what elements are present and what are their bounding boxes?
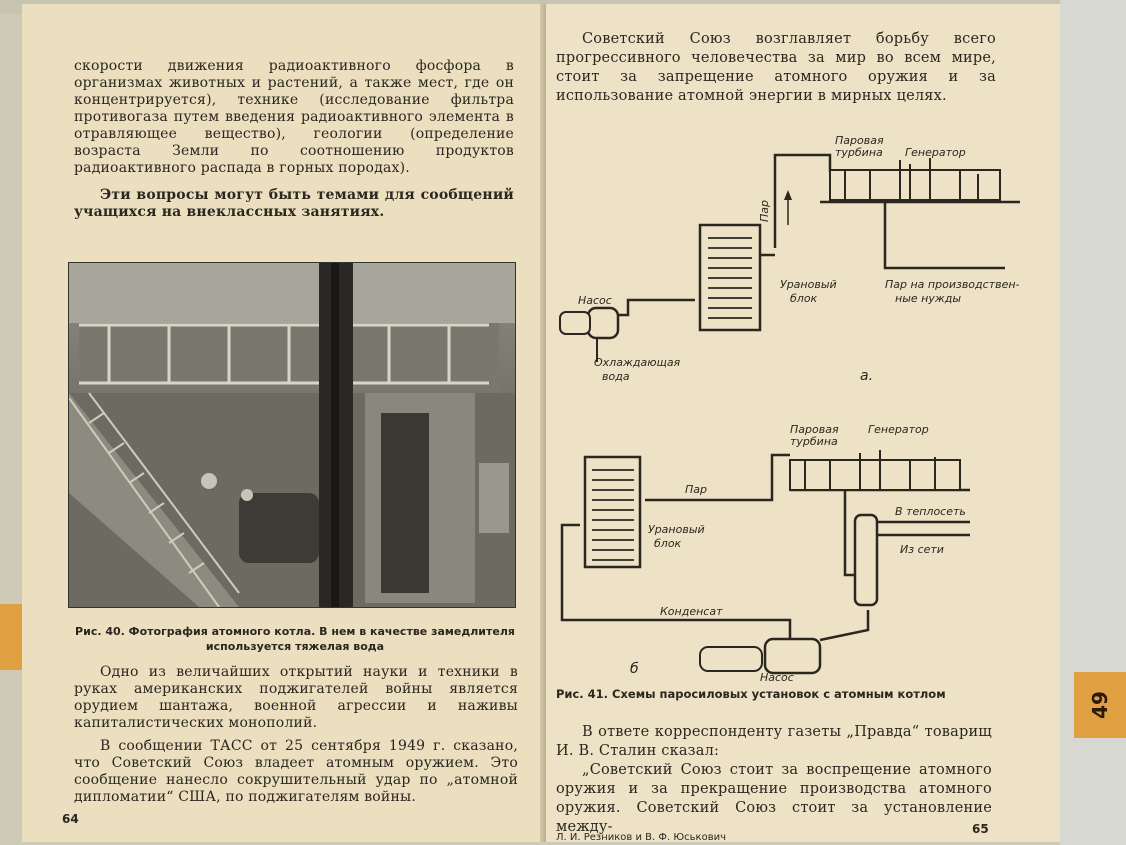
diagram-b-from-network-label: Из сети [900,543,944,556]
diagram-a-turbine-label-2: турбина [835,146,883,159]
diagram-b-uranium-label: Урановый [648,523,705,536]
diagram-a-turbine-label: Паровая [835,134,884,147]
diagram-a-pump-label: Насос [578,294,612,307]
figure-40-caption: Рис. 40. Фотография атомного котла. В нем в качестве замедлителя используется тяжелая вода [75,625,515,653]
diagram-a-industrial-label-2: ные нужды [895,292,962,305]
diagram-a-uranium-label: Урановый [780,278,837,291]
right-bottom-text [556,723,992,837]
diagram-b-condensate-label: Конденсат [660,605,723,618]
right-footer-partial: Л. И. Резников и В. Ф. Юськович [556,832,726,843]
diagram-a-cooling-label-2: вода [602,370,630,383]
left-bottom-text [74,664,518,806]
diagram-a-letter: а. [860,368,874,384]
right-top-paragraph: Советский Союз возглавляет борьбу всего прогрессивного человечества за мир во всем мире, стоит за запрещение атомного оружия и за использование атомной энергии в мирных целях. [556,31,996,104]
left-paragraph-2: В сообщении ТАСС от 25 сентября 1949 г. сказано, что Советский Союз владеет атомным оружием. Это сообщение нанесло сокрушительный удар по „атомной дипломатии“ США, по поджигателям войны. [74,738,518,805]
figure-41-caption: Рис. 41. Схемы паросиловых установок с атомным котлом [556,687,946,701]
diagram-b-letter: б [630,661,639,677]
tape-label: 49 [1088,691,1112,719]
measuring-tape-right [1074,672,1126,738]
atomic-reactor-photo [68,262,516,608]
diagram-b-uranium-label-2: блок [654,537,682,550]
left-page-number: 64 [62,812,79,826]
diagram-b-steam-label: Пар [685,483,707,496]
diagram-b-generator-label: Генератор [868,423,929,436]
diagram-b-pump-label: Насос [760,671,794,684]
diagram-b-turbine-label-2: турбина [790,435,838,448]
diagram-b-heating-label: В теплосеть [895,505,966,518]
diagram-a [550,130,1020,390]
measuring-tape-left [0,604,22,670]
right-quote: „Советский Союз стоит за воспрещение атомного оружия и за прекращение производства атомного оружия. Советский Союз стоит за установление между- [556,762,992,835]
diagram-a-steam-label: Пар [758,200,771,222]
diagram-a-generator-label: Генератор [905,146,966,159]
diagram-a-industrial-label: Пар на производствен- [885,278,1020,291]
diagram-a-cooling-label: Охлаждающая [594,356,681,369]
right-paragraph-1: В ответе корреспонденту газеты „Правда“ товарищ И. В. Сталин сказал: [556,724,992,759]
diagram-b-turbine-label: Паровая [790,423,839,436]
right-page-number: 65 [972,822,989,836]
left-bold-paragraph: Эти вопросы могут быть темами для сообщений учащихся на внеклассных занятиях. [74,187,514,220]
left-top-paragraph: скорости движения радиоактивного фосфора в организмах животных и растений, а также мест, где он концентрируется), технике (исследование фильтра противогаза путем введения радиоактивного элемента в отравляющее вещество), геологии (определение возраста Земли по соотношению продуктов радиоактивного распада в горных породах). [74,58,514,176]
diagram-b [550,415,1020,685]
left-paragraph-1: Одно из величайших открытий науки и техники в руках американских поджигателей войны является орудием шантажа, военной агрессии и наживы капиталистических монополий. [74,664,518,731]
diagram-a-uranium-label-2: блок [790,292,818,305]
